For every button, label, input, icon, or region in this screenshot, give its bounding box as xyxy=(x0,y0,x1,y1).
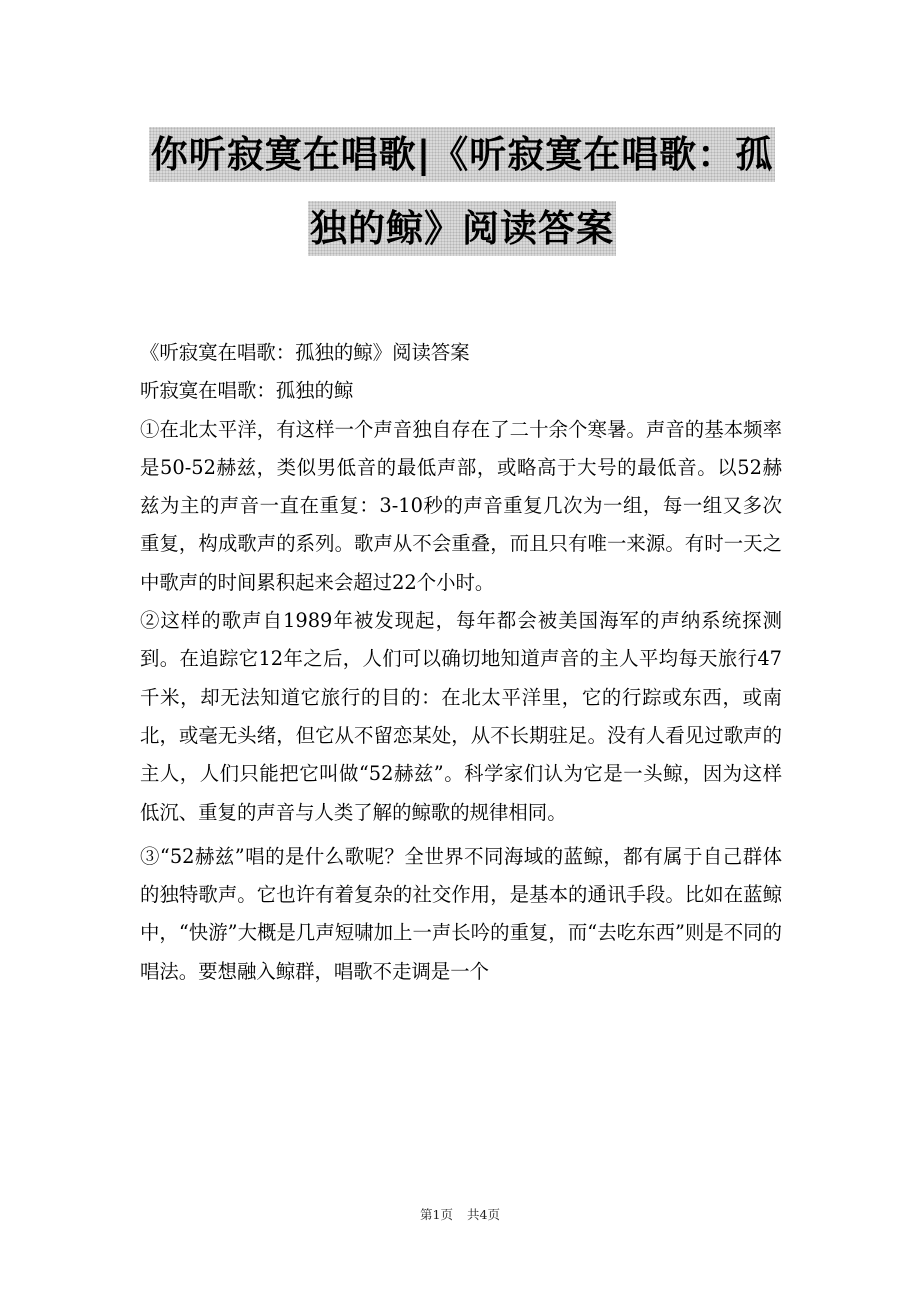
paragraph-3: ③“52赫兹”唱的是什么歌呢？全世界不同海域的蓝鲸，都有属于自己群体的独特歌声。它也许有着复杂的社交作用，是基本的通讯手段。比如在蓝鲸中，“快游”大概是几声短啸加上一声长吟的重复，而“去吃东西”则是不同的唱法。要想融入鲸群，唱歌不走调是一个 xyxy=(140,844,782,983)
paragraph-subtitle: 《听寂寞在唱歌：孤独的鲸》阅读答案 xyxy=(140,341,470,364)
page-number: 第1页 xyxy=(420,1207,453,1222)
page-total: 共4页 xyxy=(467,1207,500,1222)
paragraph-2: ②这样的歌声自1989年被发现起，每年都会被美国海军的声纳系统探测到。在追踪它12年之后，人们可以确切地知道声音的主人平均每天旅行47千米，却无法知道它旅行的目的：在北太平洋里，它的行踪或东西，或南北，或毫无头绪，但它从不留恋某处，从不长期驻足。没有人看见过歌声的主人，人们只能把它叫做“52赫兹”。科学家们认为它是一头鲸，因为这样低沉、重复的声音与人类了解的鲸歌的规律相同。 xyxy=(140,609,782,824)
page-footer xyxy=(0,1207,920,1223)
paragraph-heading: 听寂寞在唱歌：孤独的鲸 xyxy=(140,379,354,403)
document-title-text: 你听寂寞在唱歌|《听寂寞在唱歌：孤独的鲸》阅读答案 xyxy=(149,127,776,256)
document-body xyxy=(140,334,782,991)
document-title xyxy=(142,118,782,266)
paragraph-1: ①在北太平洋，有这样一个声音独自存在了二十余个寒暑。声音的基本频率是50-52赫兹，类似男低音的最低声部，或略高于大号的最低音。以52赫兹为主的声音一直在重复：3-10秒的声音重复几次为一组，每一组又多次重复，构成歌声的系列。歌声从不会重叠，而且只有唯一来源。有时一天之中歌声的时间累积起来会超过22个小时。 xyxy=(140,417,782,594)
